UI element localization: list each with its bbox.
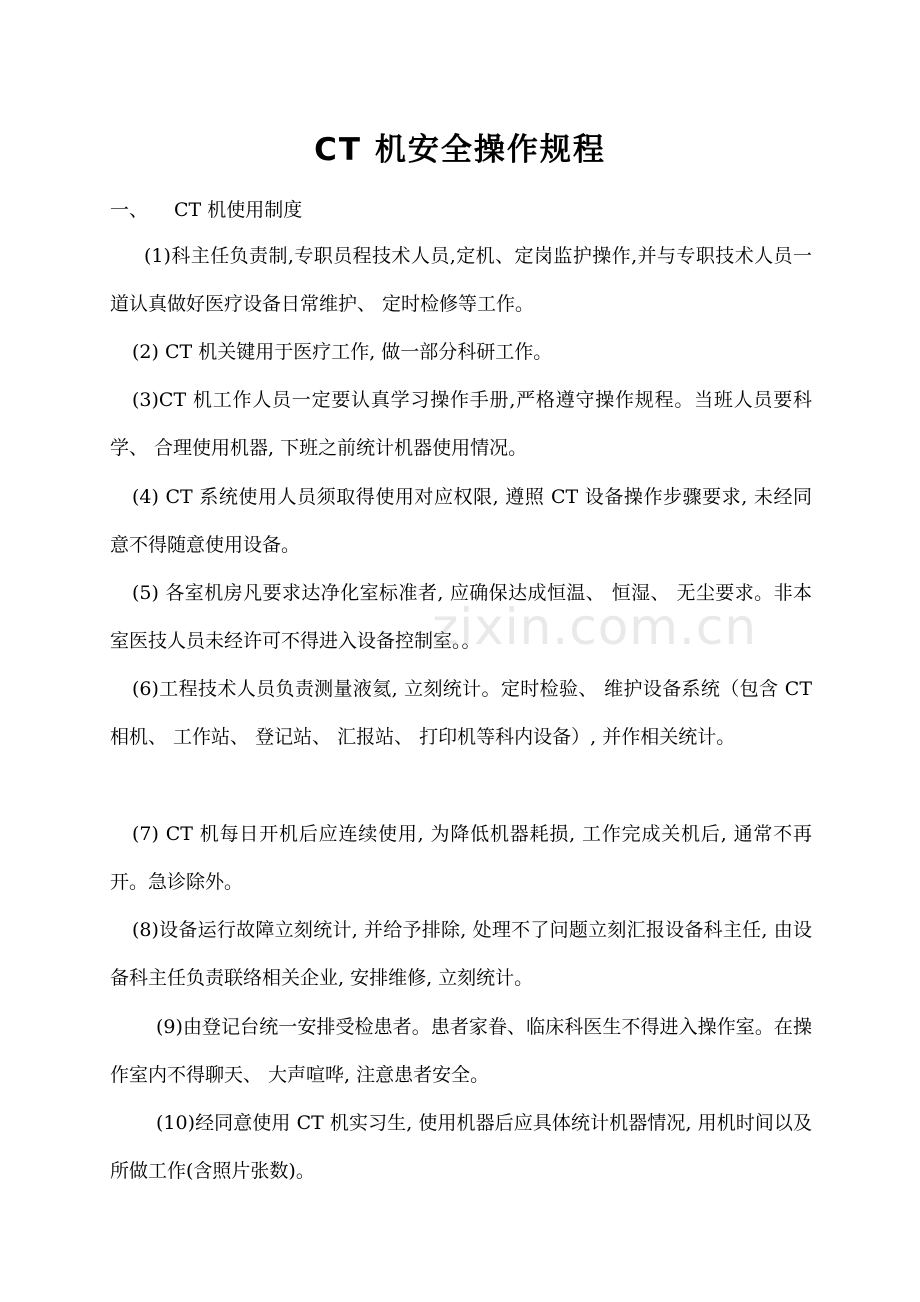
section-number: 一、 xyxy=(110,199,149,221)
section-heading xyxy=(110,192,302,228)
paragraph-10: (10)经同意使用 CT 机实习生, 使用机器后应具体统计机器情况, 用机时间以及所做工作(含照片张数)。 xyxy=(110,1112,812,1182)
paragraph-6: (6)工程技术人员负责测量液氦, 立刻统计。定时检验、 维护设备系统（包含 CT 相机、 工作站、 登记站、 汇报站、 打印机等科内设备）, 并作相关统计。 xyxy=(110,678,812,748)
paragraph-2: (2) CT 机关键用于医疗工作, 做一部分科研工作。 xyxy=(132,341,553,363)
paragraph-3: (3)CT 机工作人员一定要认真学习操作手册,严格遵守操作规程。当班人员要科学、 合理使用机器, 下班之前统计机器使用情况。 xyxy=(110,389,812,459)
paragraph-7: (7) CT 机每日开机后应连续使用, 为降低机器耗损, 工作完成关机后, 通常不再开。急诊除外。 xyxy=(110,823,812,893)
section-heading-text: CT 机使用制度 xyxy=(174,199,303,221)
paragraph-8: (8)设备运行故障立刻统计, 并给予排除, 处理不了问题立刻汇报设备科主任, 由设备科主任负责联络相关企业, 安排维修, 立刻统计。 xyxy=(110,919,812,989)
document-title: CT 机安全操作规程 xyxy=(314,132,606,168)
paragraph-4: (4) CT 系统使用人员须取得使用对应权限, 遵照 CT 设备操作步骤要求, 未经同意不得随意使用设备。 xyxy=(110,486,812,556)
paragraph-1: (1)科主任负责制,专职员程技术人员,定机、定岗监护操作,并与专职技术人员一道认真做好医疗设备日常维护、 定时检修等工作。 xyxy=(110,245,812,315)
watermark: zixin.com.cn xyxy=(432,598,758,656)
paragraph-9: (9)由登记台统一安排受检患者。患者家眷、临床科医生不得进入操作室。在操作室内不得聊天、 大声喧哗, 注意患者安全。 xyxy=(110,1016,812,1086)
paragraph-5: (5) 各室机房凡要求达净化室标准者, 应确保达成恒温、 恒湿、 无尘要求。非本室医技人员未经许可不得进入设备控制室。。 xyxy=(110,582,812,652)
